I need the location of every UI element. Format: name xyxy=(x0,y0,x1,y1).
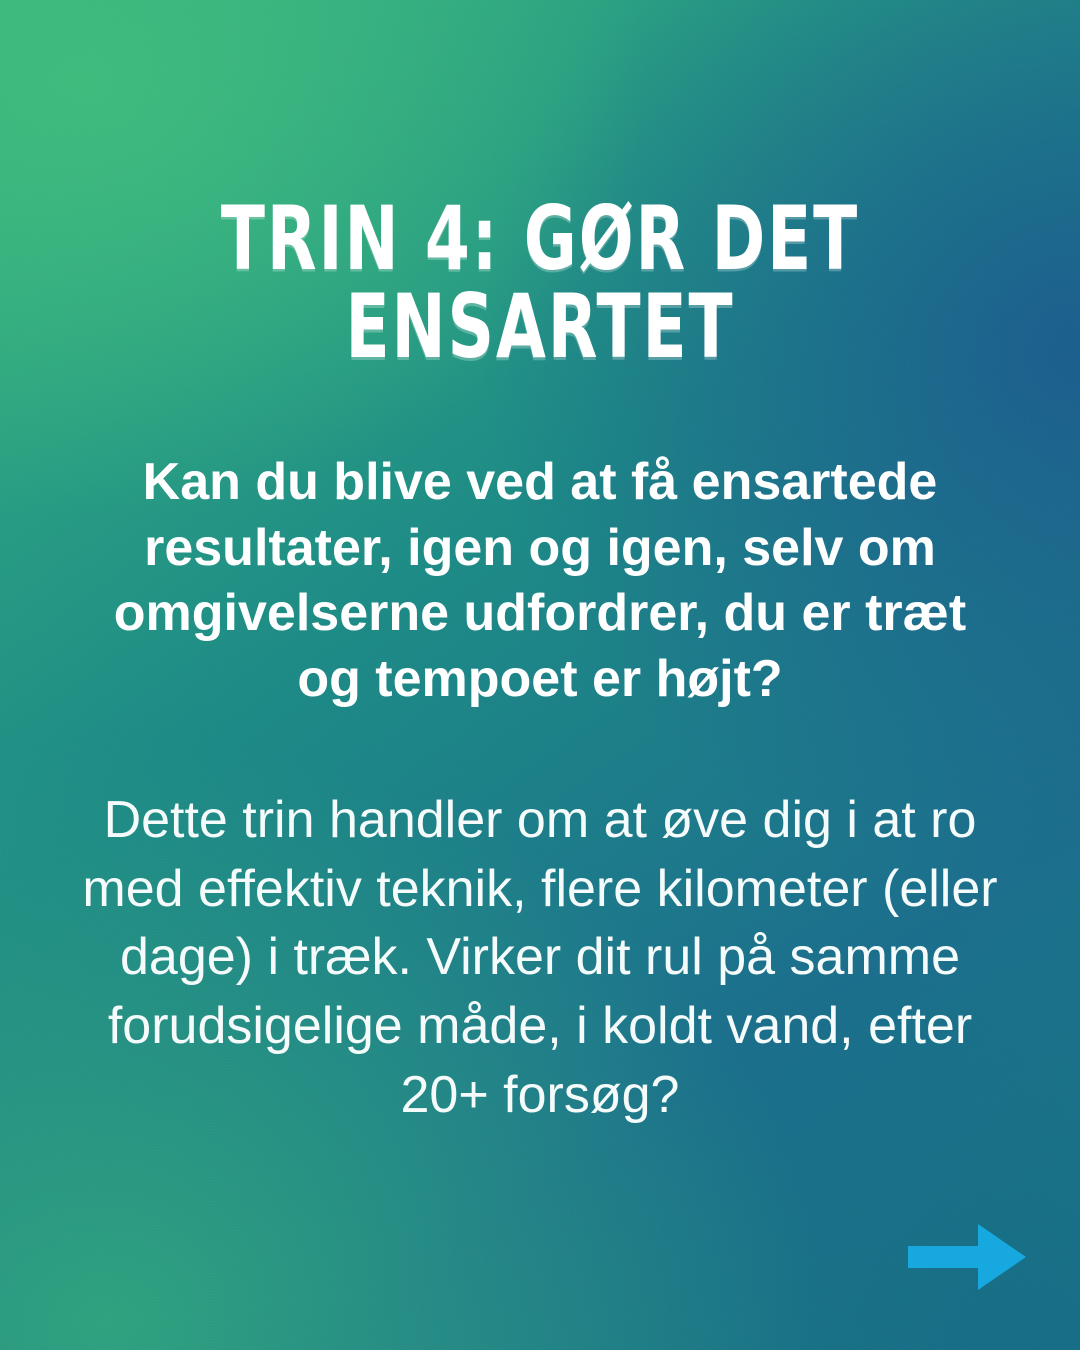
arrow-right-icon[interactable] xyxy=(908,1218,1028,1296)
page-title: TRIN 4: GØR DET ENSARTET xyxy=(220,188,860,380)
body-paragraph: Dette trin handler om at øve dig i at ro med effektiv teknik, flere kilometer (eller dage) i træk. Virker dit rul på samme forudsigelige måde, i koldt vand, efter 20+ forsøg? xyxy=(82,791,998,1124)
lead-paragraph: Kan du blive ved at få ensartede resultater, igen og igen, selv om omgivelserne udfordrer, du er træt og tempoet er højt? xyxy=(113,453,967,708)
